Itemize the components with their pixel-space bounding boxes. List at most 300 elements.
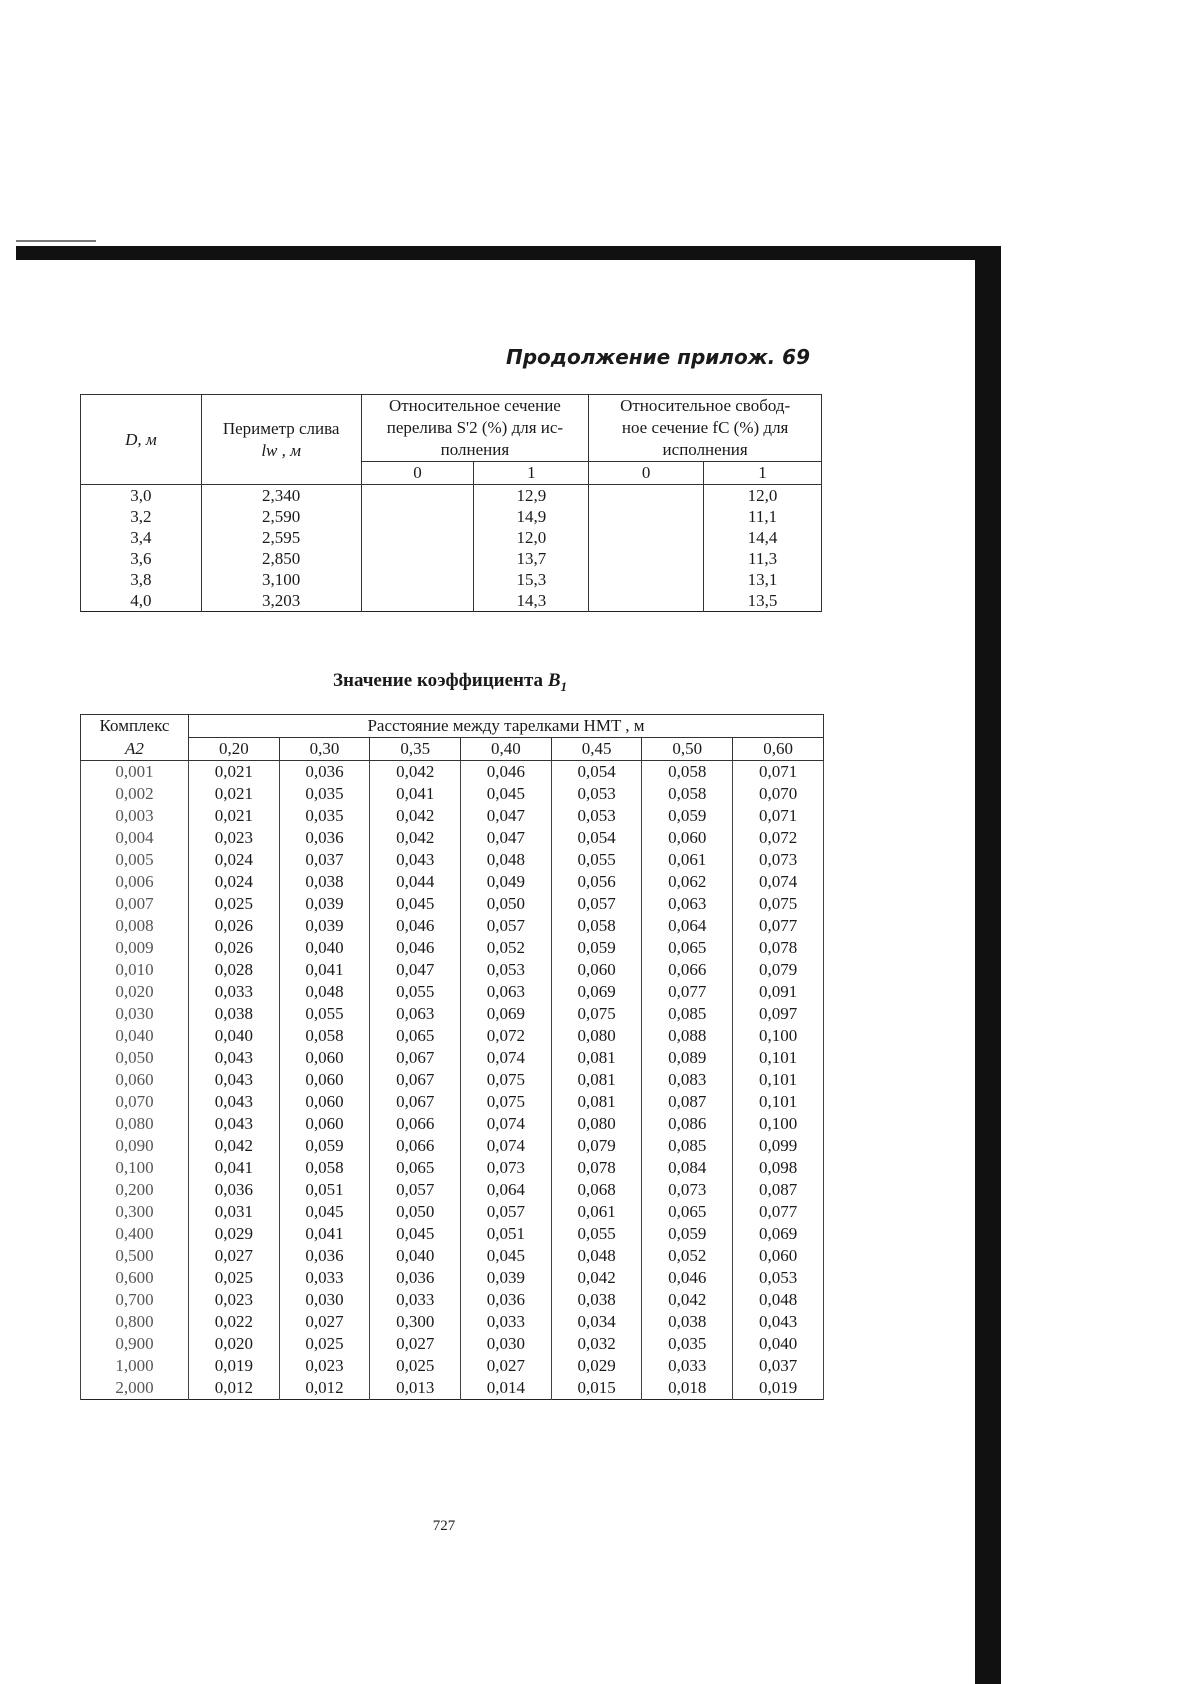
table1-cell-s1: 12,9 <box>474 485 589 507</box>
table2-cell: 0,014 <box>461 1377 552 1400</box>
table1-cell-f1: 13,5 <box>704 590 822 612</box>
table2-cell: 0,053 <box>551 783 642 805</box>
table2-cell: 0,058 <box>279 1157 370 1179</box>
table2-cell: 0,043 <box>189 1091 280 1113</box>
table2-cell: 0,048 <box>461 849 552 871</box>
table2-cell: 0,074 <box>461 1047 552 1069</box>
table2-cell: 0,053 <box>733 1267 824 1289</box>
table2-cell: 0,079 <box>551 1135 642 1157</box>
table2-cell: 0,055 <box>279 1003 370 1025</box>
table2-cell: 0,019 <box>189 1355 280 1377</box>
table2-cell: 0,057 <box>551 893 642 915</box>
table2-cell: 0,024 <box>189 849 280 871</box>
table2-cell: 0,057 <box>370 1179 461 1201</box>
header-overflow-exec-1: 1 <box>474 462 589 485</box>
table2-cell: 0,025 <box>279 1333 370 1355</box>
table1-cell-f0 <box>589 590 704 612</box>
table2-cell: 0,040 <box>733 1333 824 1355</box>
table2-cell: 0,023 <box>279 1355 370 1377</box>
table2-row <box>81 893 824 915</box>
table2-column-header: 0,30 <box>279 738 370 761</box>
table2-cell: 0,046 <box>461 761 552 784</box>
table2-cell: 0,047 <box>461 805 552 827</box>
table2-cell: 0,046 <box>642 1267 733 1289</box>
table2-cell: 0,078 <box>733 937 824 959</box>
table1-cell-d: 4,0 <box>81 590 202 612</box>
table1-cell-f0 <box>589 548 704 569</box>
table2-cell: 0,065 <box>642 937 733 959</box>
table2-cell: 0,075 <box>461 1069 552 1091</box>
table2-cell: 0,031 <box>189 1201 280 1223</box>
table2-cell: 0,040 <box>370 1245 461 1267</box>
table2-cell: 0,026 <box>189 915 280 937</box>
table2-cell: 0,101 <box>733 1047 824 1069</box>
table2-cell: 0,026 <box>189 937 280 959</box>
table2-cell: 0,044 <box>370 871 461 893</box>
table1-cell-d: 3,2 <box>81 506 202 527</box>
table2-cell: 0,035 <box>279 783 370 805</box>
table2-cell: 0,059 <box>551 937 642 959</box>
table1-cell-f0 <box>589 569 704 590</box>
table2-cell: 0,089 <box>642 1047 733 1069</box>
table2-cell: 0,036 <box>279 827 370 849</box>
table2-cell: 0,097 <box>733 1003 824 1025</box>
table2-cell: 0,036 <box>279 761 370 784</box>
table2-cell: 0,099 <box>733 1135 824 1157</box>
table2-cell: 0,060 <box>642 827 733 849</box>
table2-cell: 0,023 <box>189 1289 280 1311</box>
table2-cell: 0,029 <box>189 1223 280 1245</box>
table2-cell: 0,040 <box>189 1025 280 1047</box>
table2-complex-value: 0,006 <box>81 871 189 893</box>
table2-cell: 0,060 <box>279 1069 370 1091</box>
table2-cell: 0,088 <box>642 1025 733 1047</box>
table2-cell: 0,060 <box>733 1245 824 1267</box>
table2-cell: 0,050 <box>461 893 552 915</box>
table2-cell: 0,074 <box>461 1135 552 1157</box>
table2-cell: 0,042 <box>370 827 461 849</box>
table2-cell: 0,059 <box>642 805 733 827</box>
table1-cell-lw: 2,590 <box>201 506 361 527</box>
table2-cell: 0,077 <box>733 1201 824 1223</box>
table2-cell: 0,100 <box>733 1025 824 1047</box>
table2-row <box>81 1289 824 1311</box>
table2-cell: 0,041 <box>189 1157 280 1179</box>
table2-row <box>81 1355 824 1377</box>
table2-complex-value: 2,000 <box>81 1377 189 1400</box>
table2-cell: 0,073 <box>461 1157 552 1179</box>
table2-cell: 0,027 <box>370 1333 461 1355</box>
table2-cell: 0,041 <box>279 959 370 981</box>
table2-cell: 0,056 <box>551 871 642 893</box>
table1-cell-d: 3,8 <box>81 569 202 590</box>
table2-cell: 0,081 <box>551 1069 642 1091</box>
table2-cell: 0,077 <box>642 981 733 1003</box>
table2-complex-value: 0,090 <box>81 1135 189 1157</box>
table2-cell: 0,052 <box>461 937 552 959</box>
table2-row <box>81 1311 824 1333</box>
table2-cell: 0,079 <box>733 959 824 981</box>
table2-cell: 0,048 <box>733 1289 824 1311</box>
table2-row <box>81 783 824 805</box>
table2-cell: 0,033 <box>189 981 280 1003</box>
table2-cell: 0,038 <box>189 1003 280 1025</box>
table2-cell: 0,012 <box>279 1377 370 1400</box>
table2-complex-value: 1,000 <box>81 1355 189 1377</box>
table2-cell: 0,058 <box>551 915 642 937</box>
table2-cell: 0,085 <box>642 1135 733 1157</box>
table2-cell: 0,032 <box>551 1333 642 1355</box>
table2-row <box>81 849 824 871</box>
table2-row <box>81 1223 824 1245</box>
table2-cell: 0,059 <box>279 1135 370 1157</box>
table2-cell: 0,043 <box>733 1311 824 1333</box>
coefficient-b1-table <box>80 714 824 1400</box>
table2-row <box>81 1179 824 1201</box>
table2-complex-value: 0,010 <box>81 959 189 981</box>
table2-cell: 0,086 <box>642 1113 733 1135</box>
table2-cell: 0,057 <box>461 915 552 937</box>
table2-cell: 0,071 <box>733 761 824 784</box>
table2-cell: 0,033 <box>279 1267 370 1289</box>
table2-row <box>81 1377 824 1400</box>
table1-cell-f1: 13,1 <box>704 569 822 590</box>
table2-cell: 0,018 <box>642 1377 733 1400</box>
table2-cell: 0,036 <box>189 1179 280 1201</box>
table2-cell: 0,064 <box>461 1179 552 1201</box>
table1-cell-s0 <box>361 527 474 548</box>
continuation-heading: Продолжение прилож. 69 <box>506 345 810 369</box>
table1-cell-lw: 3,100 <box>201 569 361 590</box>
table2-cell: 0,075 <box>733 893 824 915</box>
table2-cell: 0,058 <box>642 783 733 805</box>
table2-row <box>81 1025 824 1047</box>
table1-cell-f1: 12,0 <box>704 485 822 507</box>
table2-complex-value: 0,002 <box>81 783 189 805</box>
table2-cell: 0,033 <box>642 1355 733 1377</box>
table2-cell: 0,038 <box>642 1311 733 1333</box>
table1-row <box>81 548 822 569</box>
table2-cell: 0,045 <box>461 1245 552 1267</box>
table2-cell: 0,072 <box>461 1025 552 1047</box>
table2-cell: 0,042 <box>370 805 461 827</box>
table2-cell: 0,046 <box>370 937 461 959</box>
table2-cell: 0,085 <box>642 1003 733 1025</box>
table1-cell-s0 <box>361 590 474 612</box>
table1-cell-s0 <box>361 548 474 569</box>
table2-row <box>81 1333 824 1355</box>
table2-cell: 0,074 <box>461 1113 552 1135</box>
scan-artifact-line <box>16 240 96 242</box>
table2-cell: 0,021 <box>189 761 280 784</box>
table1-row <box>81 590 822 612</box>
table2-cell: 0,081 <box>551 1091 642 1113</box>
table1-row <box>81 569 822 590</box>
table2-cell: 0,051 <box>279 1179 370 1201</box>
table2-cell: 0,030 <box>461 1333 552 1355</box>
table2-cell: 0,053 <box>461 959 552 981</box>
table1-cell-s1: 12,0 <box>474 527 589 548</box>
table2-cell: 0,042 <box>551 1267 642 1289</box>
table1-cell-s1: 14,3 <box>474 590 589 612</box>
table1-cell-lw: 3,203 <box>201 590 361 612</box>
table2-cell: 0,029 <box>551 1355 642 1377</box>
header-distance: Расстояние между тарелками HMT , м <box>189 715 824 738</box>
table2-row <box>81 1157 824 1179</box>
table2-complex-value: 0,008 <box>81 915 189 937</box>
table2-complex-value: 0,080 <box>81 1113 189 1135</box>
header-complex: Комплекс <box>81 715 189 738</box>
table2-cell: 0,080 <box>551 1025 642 1047</box>
table2-cell: 0,045 <box>370 893 461 915</box>
table2-complex-value: 0,500 <box>81 1245 189 1267</box>
table2-complex-value: 0,200 <box>81 1179 189 1201</box>
table2-cell: 0,036 <box>279 1245 370 1267</box>
table1-cell-d: 3,0 <box>81 485 202 507</box>
table2-column-header: 0,20 <box>189 738 280 761</box>
table2-cell: 0,025 <box>370 1355 461 1377</box>
table1-cell-s1: 13,7 <box>474 548 589 569</box>
table2-column-header: 0,40 <box>461 738 552 761</box>
table2-cell: 0,042 <box>189 1135 280 1157</box>
table2-cell: 0,055 <box>551 849 642 871</box>
header-free-exec-0: 0 <box>589 462 704 485</box>
table2-cell: 0,075 <box>551 1003 642 1025</box>
table2-cell: 0,069 <box>733 1223 824 1245</box>
table2-row <box>81 1069 824 1091</box>
table2-complex-value: 0,900 <box>81 1333 189 1355</box>
table2-cell: 0,300 <box>370 1311 461 1333</box>
table2-complex-value: 0,100 <box>81 1157 189 1179</box>
table2-cell: 0,039 <box>279 893 370 915</box>
table2-cell: 0,028 <box>189 959 280 981</box>
table2-cell: 0,067 <box>370 1047 461 1069</box>
table2-cell: 0,039 <box>279 915 370 937</box>
table2-cell: 0,054 <box>551 761 642 784</box>
scan-border-right <box>975 256 1001 1684</box>
table2-row <box>81 937 824 959</box>
table2-cell: 0,023 <box>189 827 280 849</box>
table2-cell: 0,045 <box>370 1223 461 1245</box>
table2-column-header: 0,45 <box>551 738 642 761</box>
table2-cell: 0,066 <box>370 1113 461 1135</box>
table2-row <box>81 1201 824 1223</box>
table2-cell: 0,038 <box>551 1289 642 1311</box>
table2-cell: 0,059 <box>642 1223 733 1245</box>
table2-title: Значение коэффициента $B_1$ <box>333 670 567 694</box>
table2-row <box>81 915 824 937</box>
table2-complex-value: 0,800 <box>81 1311 189 1333</box>
table1-cell-f1: 11,3 <box>704 548 822 569</box>
table2-cell: 0,043 <box>189 1047 280 1069</box>
table2-cell: 0,063 <box>642 893 733 915</box>
table2-row <box>81 1113 824 1135</box>
table2-row <box>81 871 824 893</box>
table2-cell: 0,080 <box>551 1113 642 1135</box>
table2-cell: 0,034 <box>551 1311 642 1333</box>
table2-cell: 0,081 <box>551 1047 642 1069</box>
table2-cell: 0,027 <box>461 1355 552 1377</box>
table2-complex-value: 0,004 <box>81 827 189 849</box>
plate-parameters-table <box>80 394 822 612</box>
table2-cell: 0,083 <box>642 1069 733 1091</box>
table2-complex-value: 0,009 <box>81 937 189 959</box>
table2-cell: 0,049 <box>461 871 552 893</box>
table2-row <box>81 1135 824 1157</box>
table2-cell: 0,015 <box>551 1377 642 1400</box>
table2-cell: 0,069 <box>461 1003 552 1025</box>
table2-cell: 0,062 <box>642 871 733 893</box>
table2-cell: 0,060 <box>279 1091 370 1113</box>
table2-complex-value: 0,400 <box>81 1223 189 1245</box>
header-overflow-exec-0: 0 <box>361 462 474 485</box>
table2-row <box>81 1267 824 1289</box>
table2-cell: 0,078 <box>551 1157 642 1179</box>
table2-cell: 0,047 <box>461 827 552 849</box>
header-d: D, м <box>81 395 202 485</box>
table2-cell: 0,071 <box>733 805 824 827</box>
table2-cell: 0,041 <box>279 1223 370 1245</box>
table2-complex-value: 0,001 <box>81 761 189 784</box>
table2-cell: 0,054 <box>551 827 642 849</box>
table2-cell: 0,024 <box>189 871 280 893</box>
table1-cell-s0 <box>361 485 474 507</box>
table2-cell: 0,068 <box>551 1179 642 1201</box>
table1-cell-d: 3,6 <box>81 548 202 569</box>
table2-row <box>81 805 824 827</box>
table2-cell: 0,045 <box>279 1201 370 1223</box>
table2-cell: 0,066 <box>370 1135 461 1157</box>
table1-cell-s0 <box>361 506 474 527</box>
table2-cell: 0,067 <box>370 1069 461 1091</box>
table2-column-header: 0,35 <box>370 738 461 761</box>
table1-cell-f1: 11,1 <box>704 506 822 527</box>
table2-row <box>81 1245 824 1267</box>
table2-cell: 0,061 <box>642 849 733 871</box>
table2-complex-value: 0,060 <box>81 1069 189 1091</box>
table1-cell-f0 <box>589 506 704 527</box>
table2-cell: 0,037 <box>733 1355 824 1377</box>
table2-row <box>81 1091 824 1113</box>
table2-complex-value: 0,300 <box>81 1201 189 1223</box>
table2-cell: 0,065 <box>370 1157 461 1179</box>
table2-complex-value: 0,030 <box>81 1003 189 1025</box>
table2-cell: 0,063 <box>370 1003 461 1025</box>
table1-cell-lw: 2,850 <box>201 548 361 569</box>
table2-cell: 0,043 <box>370 849 461 871</box>
table2-cell: 0,030 <box>279 1289 370 1311</box>
table2-cell: 0,035 <box>279 805 370 827</box>
table1-cell-f1: 14,4 <box>704 527 822 548</box>
table2-cell: 0,053 <box>551 805 642 827</box>
table2-complex-value: 0,600 <box>81 1267 189 1289</box>
table2-cell: 0,057 <box>461 1201 552 1223</box>
table2-cell: 0,038 <box>279 871 370 893</box>
table2-cell: 0,066 <box>642 959 733 981</box>
table2-cell: 0,022 <box>189 1311 280 1333</box>
table1-cell-s0 <box>361 569 474 590</box>
table2-cell: 0,091 <box>733 981 824 1003</box>
table2-cell: 0,021 <box>189 783 280 805</box>
table2-cell: 0,012 <box>189 1377 280 1400</box>
table2-cell: 0,061 <box>551 1201 642 1223</box>
table2-cell: 0,058 <box>279 1025 370 1047</box>
table2-cell: 0,074 <box>733 871 824 893</box>
table2-cell: 0,013 <box>370 1377 461 1400</box>
table2-cell: 0,051 <box>461 1223 552 1245</box>
table2-cell: 0,060 <box>279 1047 370 1069</box>
table2-cell: 0,050 <box>370 1201 461 1223</box>
table2-cell: 0,025 <box>189 893 280 915</box>
table1-cell-lw: 2,340 <box>201 485 361 507</box>
table2-complex-value: 0,005 <box>81 849 189 871</box>
table2-complex-value: 0,050 <box>81 1047 189 1069</box>
table2-cell: 0,058 <box>642 761 733 784</box>
table1-cell-s1: 14,9 <box>474 506 589 527</box>
table2-cell: 0,070 <box>733 783 824 805</box>
table2-column-header: 0,50 <box>642 738 733 761</box>
table1-row <box>81 506 822 527</box>
table2-complex-value: 0,020 <box>81 981 189 1003</box>
table2-cell: 0,101 <box>733 1069 824 1091</box>
table2-cell: 0,033 <box>370 1289 461 1311</box>
table2-cell: 0,037 <box>279 849 370 871</box>
table2-row <box>81 1003 824 1025</box>
table1-cell-f0 <box>589 527 704 548</box>
table2-row <box>81 1047 824 1069</box>
table2-column-header: 0,60 <box>733 738 824 761</box>
header-free-section: Относительное свобод- ное сечение fC (%) для исполнения <box>589 395 822 462</box>
table2-cell: 0,055 <box>370 981 461 1003</box>
table2-complex-value: 0,003 <box>81 805 189 827</box>
table2-complex-value: 0,070 <box>81 1091 189 1113</box>
table2-cell: 0,043 <box>189 1113 280 1135</box>
table2-cell: 0,060 <box>279 1113 370 1135</box>
table1-cell-lw: 2,595 <box>201 527 361 548</box>
table2-cell: 0,101 <box>733 1091 824 1113</box>
table2-complex-value: 0,700 <box>81 1289 189 1311</box>
table2-cell: 0,036 <box>370 1267 461 1289</box>
table2-cell: 0,055 <box>551 1223 642 1245</box>
table2-cell: 0,075 <box>461 1091 552 1113</box>
table2-cell: 0,084 <box>642 1157 733 1179</box>
table2-complex-value: 0,040 <box>81 1025 189 1047</box>
table2-cell: 0,052 <box>642 1245 733 1267</box>
table2-cell: 0,087 <box>642 1091 733 1113</box>
table2-row <box>81 761 824 784</box>
table2-cell: 0,048 <box>279 981 370 1003</box>
table2-cell: 0,073 <box>642 1179 733 1201</box>
table2-cell: 0,042 <box>370 761 461 784</box>
table2-complex-value: 0,007 <box>81 893 189 915</box>
table2-cell: 0,035 <box>642 1333 733 1355</box>
table2-cell: 0,027 <box>189 1245 280 1267</box>
table2-cell: 0,067 <box>370 1091 461 1113</box>
table1-cell-d: 3,4 <box>81 527 202 548</box>
page-number: 727 <box>432 1518 456 1534</box>
table2-cell: 0,040 <box>279 937 370 959</box>
table2-row <box>81 981 824 1003</box>
table2-cell: 0,065 <box>642 1201 733 1223</box>
table2-cell: 0,065 <box>370 1025 461 1047</box>
table2-row <box>81 827 824 849</box>
table2-cell: 0,064 <box>642 915 733 937</box>
header-overflow: Относительное сечение перелива S'2 (%) для ис- полнения <box>361 395 589 462</box>
table2-cell: 0,087 <box>733 1179 824 1201</box>
table2-cell: 0,063 <box>461 981 552 1003</box>
table2-cell: 0,039 <box>461 1267 552 1289</box>
table2-cell: 0,047 <box>370 959 461 981</box>
